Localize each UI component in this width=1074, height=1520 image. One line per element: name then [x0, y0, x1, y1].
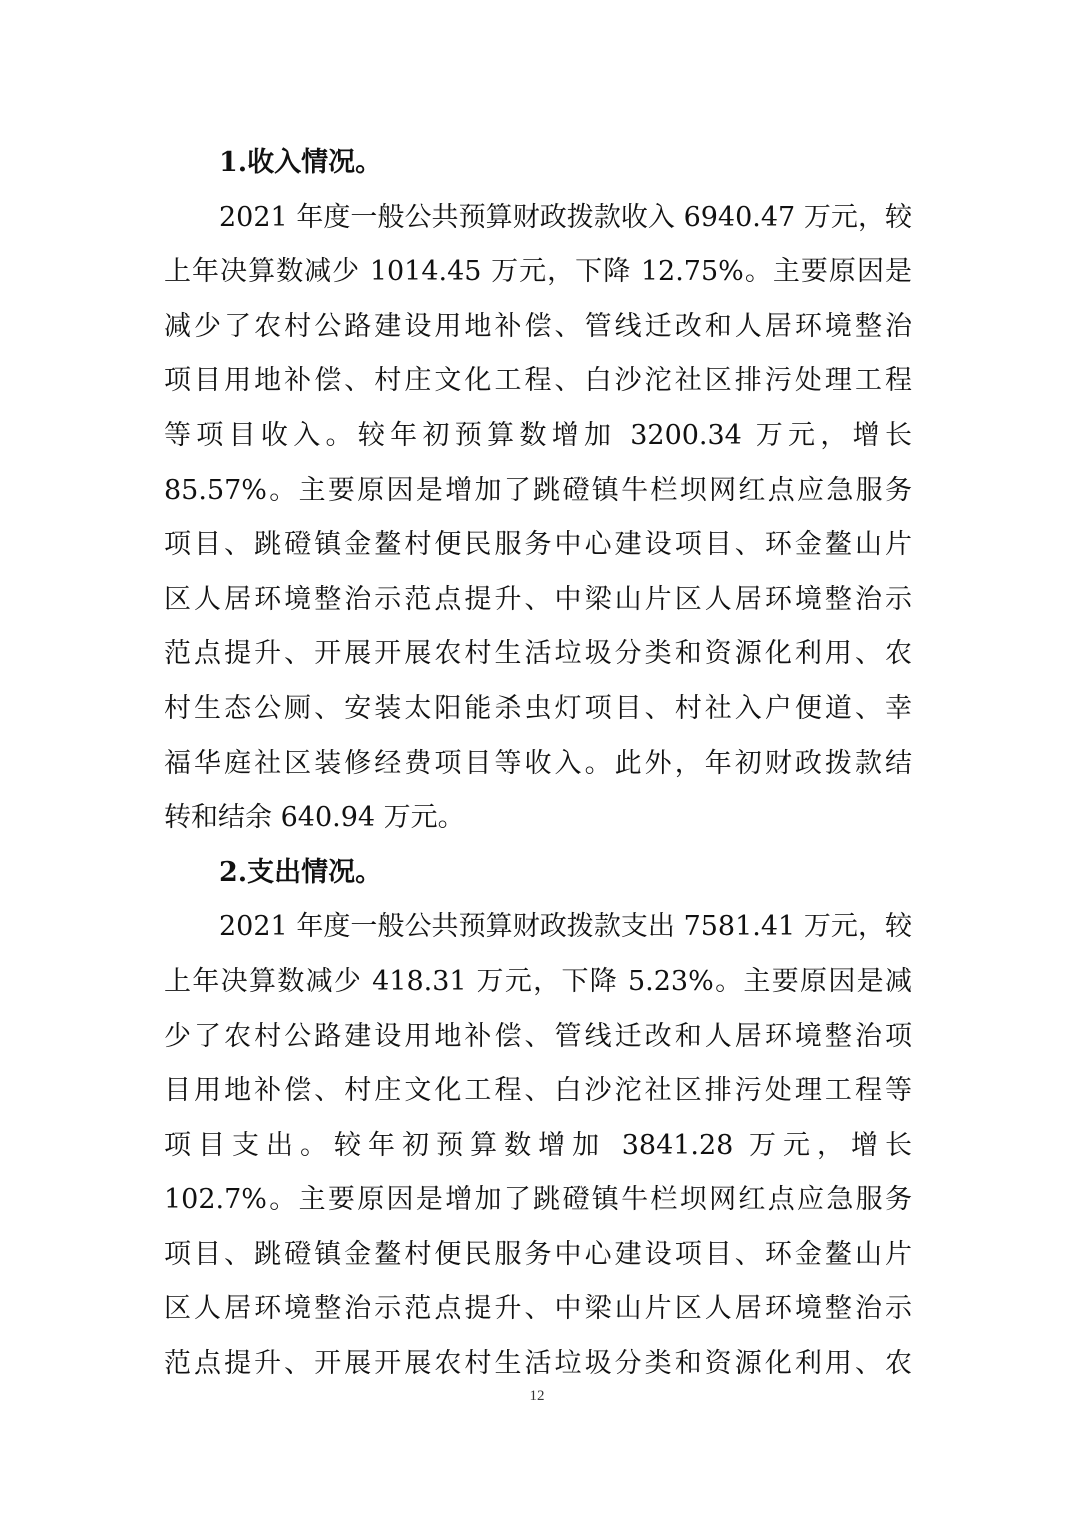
income-line-4: 项目用地补偿、村庄文化工程、白沙沱社区排污处理工程: [164, 365, 912, 397]
income-line-1: 2021 年度一般公共预算财政拨款收入 6940.47 万元，较: [219, 201, 912, 233]
income-line-10: 村生态公厕、安装太阳能杀虫灯项目、村社入户便道、幸: [164, 692, 912, 724]
income-line-9: 范点提升、开展开展农村生活垃圾分类和资源化利用、农: [164, 638, 912, 670]
income-line-5: 等项目收入。较年初预算数增加 3200.34 万元，增长: [164, 419, 912, 451]
section-heading-income: 1.收入情况。: [219, 147, 383, 178]
expenditure-line-3: 少了农村公路建设用地补偿、管线迁改和人居环境整治项: [164, 1020, 912, 1052]
expenditure-line-8: 区人居环境整治示范点提升、中梁山片区人居环境整治示: [164, 1293, 912, 1325]
expenditure-line-4: 目用地补偿、村庄文化工程、白沙沱社区排污处理工程等: [164, 1075, 912, 1107]
expenditure-line-5: 项目支出。较年初预算数增加 3841.28 万元，增长: [164, 1129, 912, 1161]
income-line-12: 转和结余 640.94 万元。: [164, 802, 465, 834]
section-heading-expenditure: 2.支出情况。: [219, 856, 383, 888]
expenditure-line-1: 2021 年度一般公共预算财政拨款支出 7581.41 万元，较: [219, 911, 912, 943]
expenditure-line-9: 范点提升、开展开展农村生活垃圾分类和资源化利用、农: [164, 1348, 912, 1380]
income-line-3: 减少了农村公路建设用地补偿、管线迁改和人居环境整治: [164, 310, 912, 342]
income-line-7: 项目、跳磴镇金鳌村便民服务中心建设项目、环金鳌山片: [164, 529, 912, 561]
income-line-8: 区人居环境整治示范点提升、中梁山片区人居环境整治示: [164, 583, 912, 615]
expenditure-line-6: 102.7%。主要原因是增加了跳磴镇牛栏坝网红点应急服务: [164, 1184, 912, 1216]
income-line-11: 福华庭社区装修经费项目等收入。此外，年初财政拨款结: [164, 747, 912, 779]
expenditure-line-2: 上年决算数减少 418.31 万元，下降 5.23%。主要原因是减: [164, 965, 912, 997]
document-body: [164, 136, 912, 1392]
income-line-2: 上年决算数减少 1014.45 万元，下降 12.75%。主要原因是: [164, 256, 912, 288]
income-line-6: 85.57%。主要原因是增加了跳磴镇牛栏坝网红点应急服务: [164, 474, 912, 506]
page-number: 12: [529, 1388, 545, 1404]
expenditure-line-7: 项目、跳磴镇金鳌村便民服务中心建设项目、环金鳌山片: [164, 1238, 912, 1270]
